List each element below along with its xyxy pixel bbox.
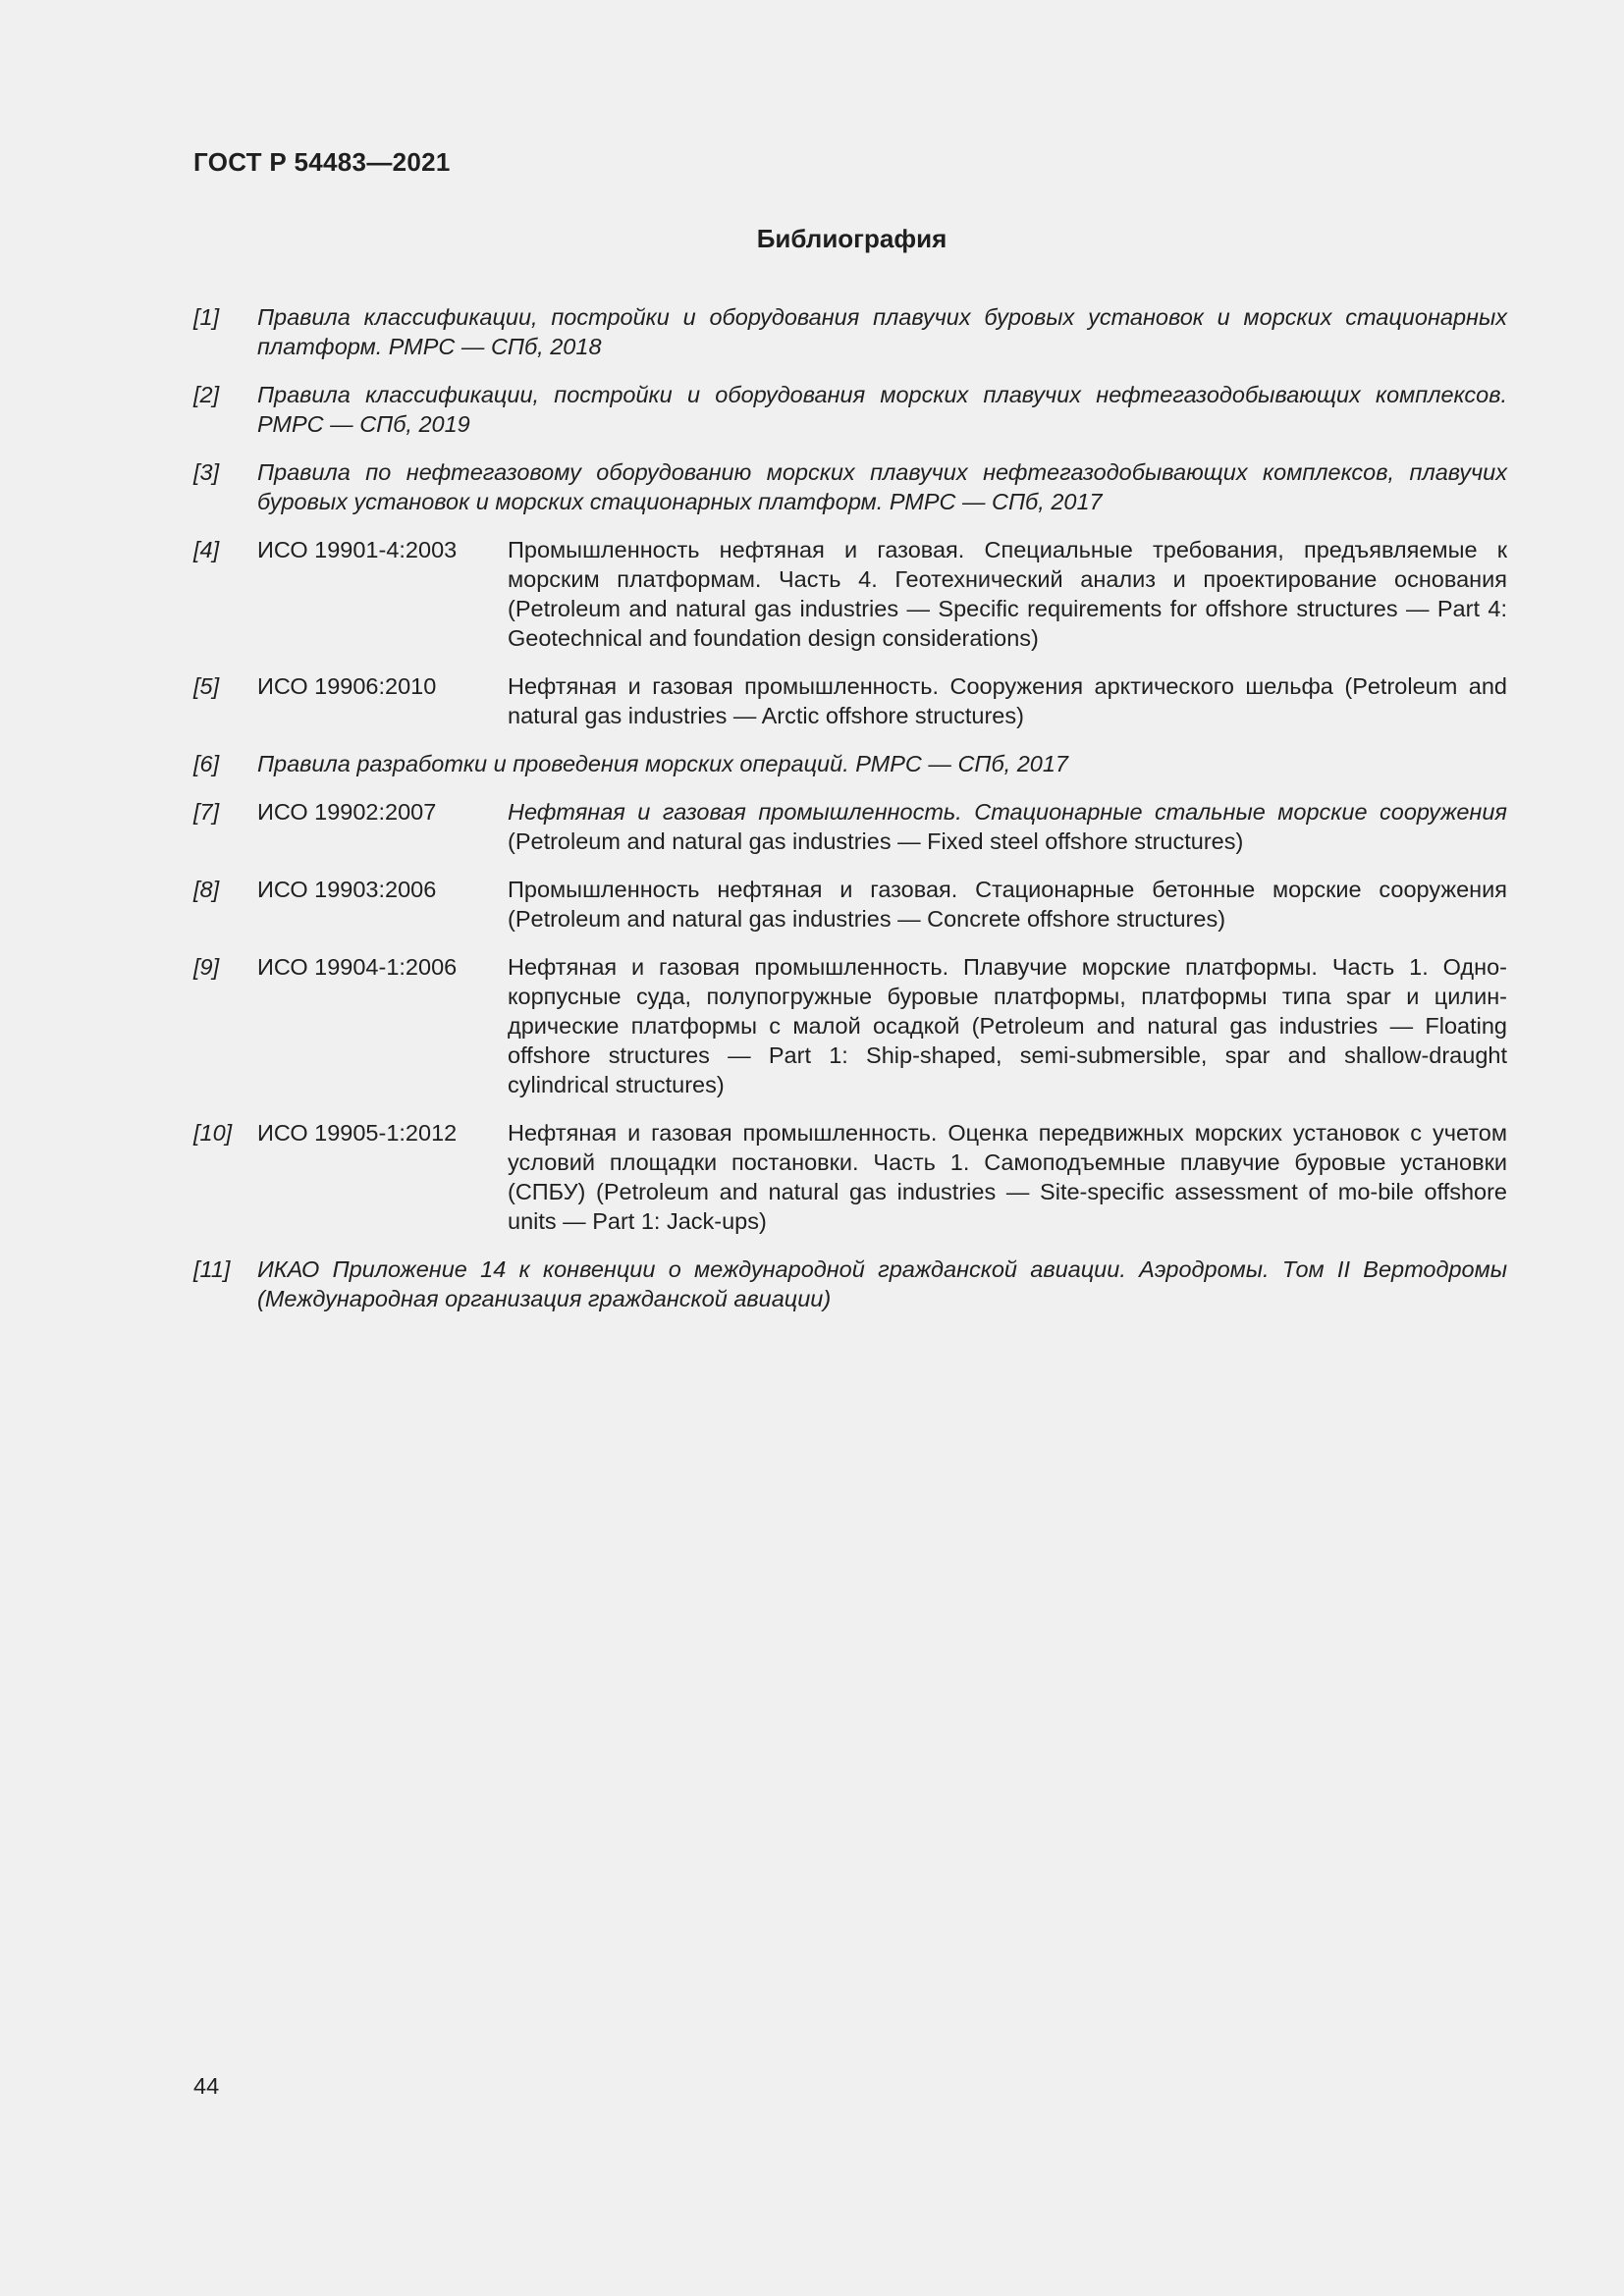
entry-text — [508, 797, 1507, 856]
entry-text: Правила классификации, постройки и оборудования плавучих буровых установок и морских стационарных платформ. РМРС — СПб, 2018 — [257, 304, 1507, 359]
entry-text: ИКАО Приложение 14 к конвенции о международной гражданской авиации. Аэродромы. Том II Вертодромы (Международная организация гражданской авиации) — [257, 1256, 1507, 1311]
bibliography-entry — [193, 302, 1507, 361]
entry-text-rest: (Petroleum and natural gas industries — Fixed steel offshore structures) — [508, 828, 1244, 854]
entry-text: Промышленность нефтяная и газовая. Стационарные бетонные морские сооружения (Petroleum and natural gas industries — Concrete offshore structures) — [508, 877, 1507, 932]
entry-number: [4] — [193, 537, 220, 562]
entry-number: [1] — [193, 304, 220, 330]
standard-code: ИСО 19903:2006 — [257, 877, 437, 902]
entry-text: Правила по нефтегазовому оборудованию морских плавучих нефтегазодобывающих комплексов, плавучих буровых установок и морских стационарных платформ. РМРС — СПб, 2017 — [257, 459, 1507, 514]
entry-text: Правила классификации, постройки и оборудования морских плавучих нефтегазодобывающих комплексов. РМРС — СПб, 2019 — [257, 382, 1507, 437]
entry-number: [2] — [193, 382, 220, 407]
entry-number: [6] — [193, 751, 220, 776]
bibliography-entry — [193, 1118, 1507, 1236]
entry-number: [7] — [193, 799, 220, 825]
bibliography-entry — [193, 749, 1507, 778]
entry-number: [9] — [193, 954, 220, 980]
entry-text-italic: Нефтяная и газовая промышленность. Стационарные стальные морские сооружения — [508, 799, 1507, 825]
page-number: 44 — [193, 2073, 220, 2099]
document-id: ГОСТ Р 54483—2021 — [193, 147, 451, 177]
entry-number: [5] — [193, 673, 220, 699]
entry-text: Правила разработки и проведения морских операций. РМРС — СПб, 2017 — [257, 751, 1068, 776]
entry-number: [8] — [193, 877, 220, 902]
bibliography-entry — [193, 457, 1507, 516]
standard-code: ИСО 19906:2010 — [257, 673, 437, 699]
standard-code: ИСО 19904-1:2006 — [257, 954, 458, 980]
standard-code: ИСО 19901-4:2003 — [257, 537, 458, 562]
entry-number: [3] — [193, 459, 220, 485]
bibliography-entry — [193, 380, 1507, 439]
standard-code: ИСО 19902:2007 — [257, 799, 437, 825]
standard-code: ИСО 19905-1:2012 — [257, 1120, 458, 1146]
entry-text: Нефтяная и газовая промышленность. Оценка передвижных морских установок с учетом условий площадки постановки. Часть 1. Самоподъемные плавучие буровые установки (СПБУ) (Petroleum and natural gas industries — Site-specific assessment of mo-bile offshore units — Part 1: Jack-ups) — [508, 1120, 1507, 1234]
entry-text: Нефтяная и газовая промышленность. Плавучие морские платформы. Часть 1. Одно-корпусные суда, полупогружные буровые платформы, платформы типа spar и цилин-дрические платформы с малой осадкой (Petroleum and natural gas industries — Floating offshore structures — Part 1: Ship-shaped, semi-submersible, spar and shallow-draught cylindrical structures) — [508, 954, 1507, 1097]
bibliography-list — [193, 302, 1507, 1332]
entry-number: [10] — [193, 1120, 233, 1146]
section-title: Библиография — [756, 224, 947, 253]
bibliography-entry — [193, 1255, 1507, 1313]
bibliography-entry — [193, 875, 1507, 934]
bibliography-entry — [193, 535, 1507, 653]
bibliography-entry — [193, 671, 1507, 730]
entry-text: Нефтяная и газовая промышленность. Сооружения арктического шельфа (Petroleum and natural gas industries — Arctic offshore structures) — [508, 673, 1507, 728]
bibliography-entry — [193, 797, 1507, 856]
entry-number: [11] — [193, 1256, 231, 1282]
bibliography-entry — [193, 952, 1507, 1099]
entry-text: Промышленность нефтяная и газовая. Специальные требования, предъявляемые к морским платформам. Часть 4. Геотехнический анализ и проектирование основания (Petroleum and natural gas industries — Specific requirements for offshore structures — Part 4: Geotechnical and foundation design considerations) — [508, 537, 1507, 651]
